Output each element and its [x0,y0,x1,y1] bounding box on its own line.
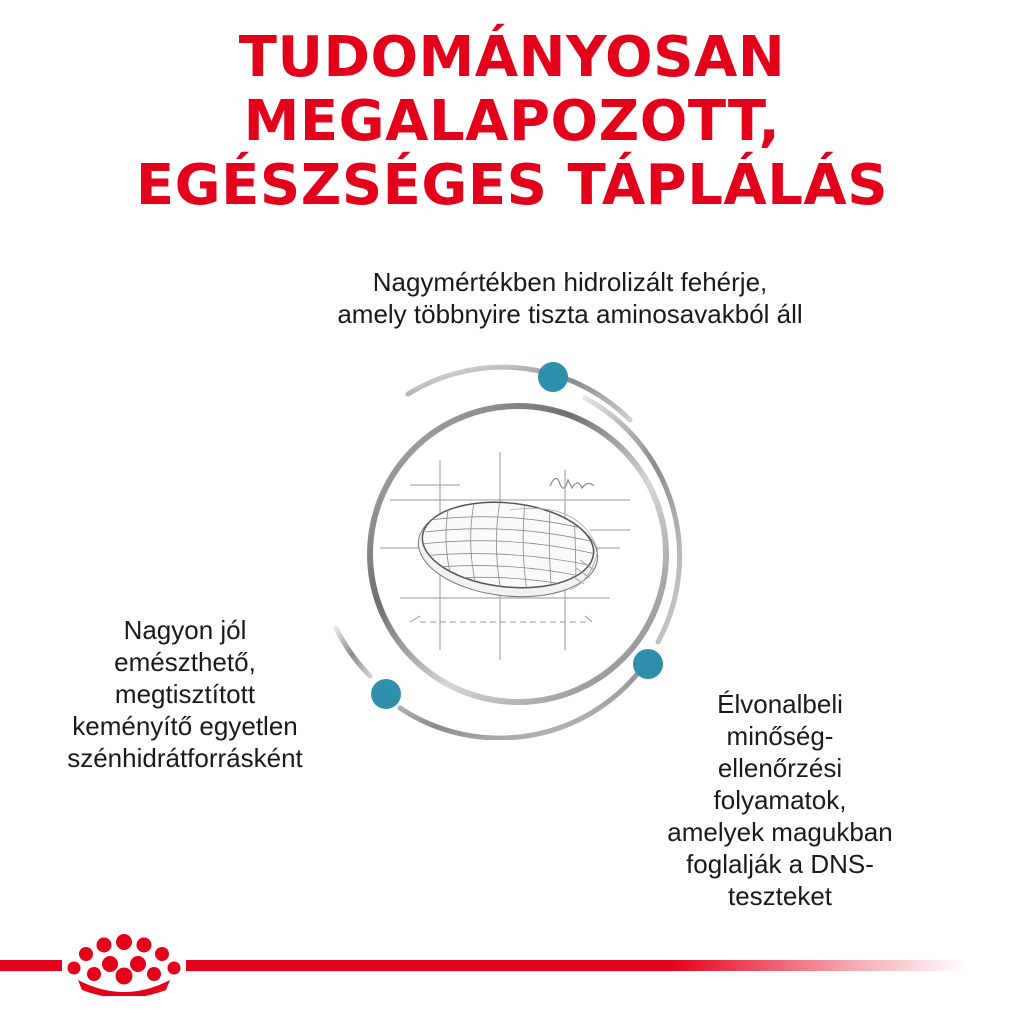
page-headline [0,26,1024,218]
accent-dot-left [371,679,401,709]
feature-left-line-1: Nagyon jól [123,615,247,645]
feature-right-line-2: minőség- [726,721,834,751]
brand-line-right [186,960,966,971]
feature-right-line-3: ellenőrzési [717,753,843,783]
royal-canin-crown-icon [66,934,182,996]
feature-left-line-3: megtisztított [114,679,256,709]
feature-right-line-5: amelyek magukban [667,817,893,847]
feature-left-line-5: szénhidrátforrásként [67,743,303,773]
feature-hydrolyzed-protein [220,266,920,330]
feature-right-line-1: Élvonalbeli [717,689,843,719]
brand-line-left [0,960,62,971]
feature-top-line-1: Nagymértékben hidrolizált fehérje, [372,267,768,297]
feature-left-line-4: keményítő egyetlen [72,711,298,741]
headline-line-2: EGÉSZSÉGES TÁPLÁLÁS [135,153,889,218]
accent-dot-top [538,362,568,392]
feature-right-line-7: teszteket [727,881,833,911]
feature-right-line-4: folyamatok, [713,785,847,815]
kibble-diagram [330,360,710,740]
feature-left-line-2: emészthető, [114,647,256,677]
feature-top-line-2: amely többnyire tiszta aminosavakból áll [337,299,803,329]
outer-ring-arc-left [336,628,370,676]
accent-dot-right [633,649,663,679]
headline-line-1: TUDOMÁNYOSAN MEGALAPOZOTT, [238,25,786,154]
feature-right-line-6: foglalják a DNS- [686,849,874,879]
feature-digestible-starch [30,614,340,774]
